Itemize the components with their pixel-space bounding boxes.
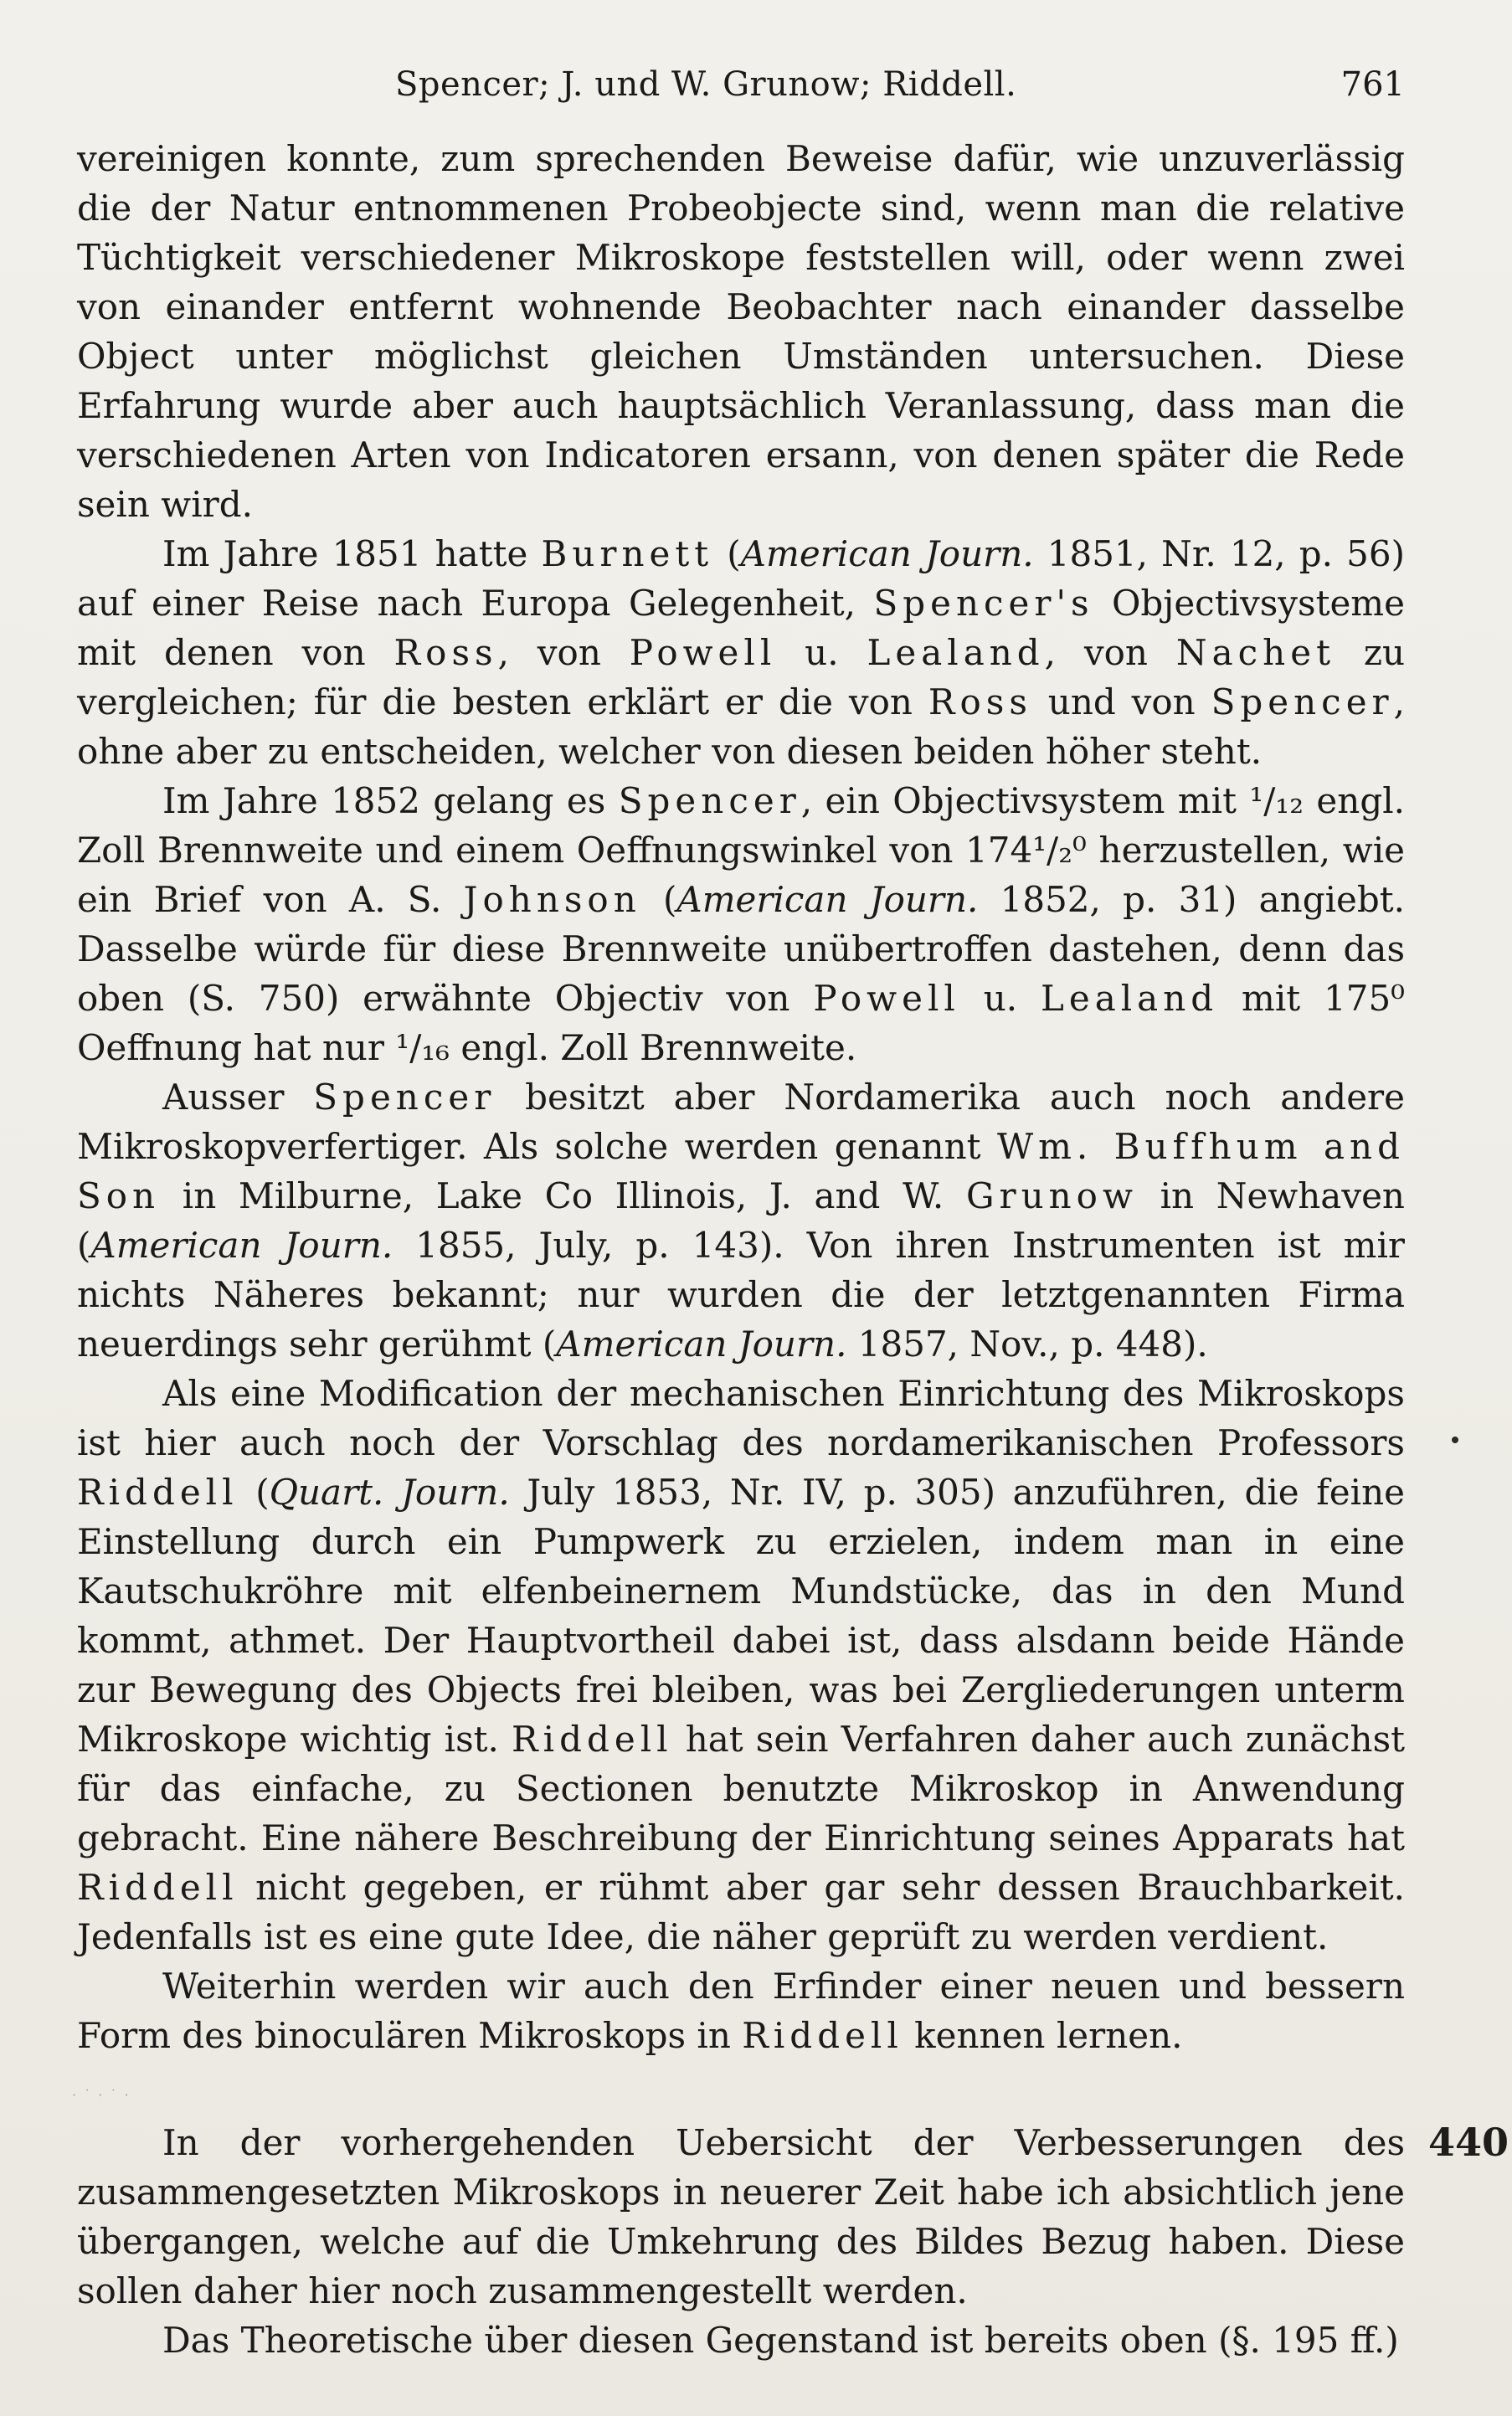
- main-text: [77, 134, 1405, 2060]
- paragraph-6: Weiterhin werden wir auch den Erfinder einer neuen und bessern Form des binoculären Mikroskops in Riddell kennen lernen.: [77, 1966, 1405, 2056]
- paragraph-5: Als eine Modification der mechanischen Einrichtung des Mikroskops ist hier auch noch der Vorschlag des nordamerikanischen Professors Riddell (Quart. Journ. July 1853, Nr. IV, p. 305) anzuführen, die feine Einstellung durch ein Pumpwerk zu erzielen, indem man in eine Kautschukröhre mit elfenbeinernem Mundstücke, das in den Mund kommt, athmet. Der Hauptvortheil dabei ist, dass alsdann beide Hände zur Bewegung des Objects frei bleiben, was bei Zergliederungen unterm Mikroskope wichtig ist. Riddell hat sein Verfahren daher auch zunächst für das einfache, zu Sectionen benutzte Mikroskop in Anwendung gebracht. Eine nähere Beschreibung der Einrichtung seines Apparats hat Riddell nicht gegeben, er rühmt aber gar sehr dessen Brauchbarkeit. Jedenfalls ist es eine gute Idee, die näher geprüft zu werden verdient.: [77, 1373, 1406, 1957]
- paragraph-2: Im Jahre 1851 hatte Burnett (American Journ. 1851, Nr. 12, p. 56) auf einer Reise nach Europa Gelegenheit, Spencer's Objectivsysteme mit denen von Ross, von Powell u. Lealand, von Nachet zu vergleichen; für die besten erklärt er die von Ross und von Spencer, ohne aber zu entscheiden, welcher von diesen beiden höher steht.: [77, 533, 1406, 772]
- page-number: 761: [1340, 65, 1405, 104]
- paragraph-4: Ausser Spencer besitzt aber Nordamerika auch noch andere Mikroskopverfertiger. Als solche werden genannt Wm. Buffhum and Son in Milburne, Lake Co Illinois, J. and W. Grunow in Newhaven (American Journ. 1855, July, p. 143). Von ihren Instrumenten ist mir nichts Näheres bekannt; nur wurden die der letztgenannten Firma neuerdings sehr gerühmt (American Journ. 1857, Nov., p. 448).: [77, 1077, 1405, 1365]
- paragraph-8: Das Theoretische über diesen Gegenstand ist bereits oben (§. 195 ff.): [162, 2320, 1399, 2361]
- journal-ref: American Journ.: [740, 533, 1034, 574]
- marginal-section-number: 440: [1428, 2120, 1509, 2165]
- section-divider: · ˙ · ˙ ·: [72, 2087, 131, 2103]
- name-burnett: Burnett: [541, 533, 714, 574]
- running-head: Spencer; J. und W. Grunow; Riddell.: [395, 65, 1017, 104]
- page-header: [77, 65, 1405, 116]
- margin-mark: [1452, 1437, 1458, 1443]
- section-440-text: [77, 2118, 1405, 2365]
- paragraph-3: Im Jahre 1852 gelang es Spencer, ein Objectivsystem mit ¹/₁₂ engl. Zoll Brennweite und einem Oeffnungswinkel von 174¹/₂⁰ herzustellen, wie ein Brief von A. S. Johnson (American Journ. 1852, p. 31) angiebt. Dasselbe würde für diese Brennweite unübertroffen dastehen, denn das oben (S. 750) erwähnte Objectiv von Powell u. Lealand mit 175⁰ Oeffnung hat nur ¹/₁₆ engl. Zoll Brennweite.: [77, 780, 1406, 1068]
- paragraph-7: In der vorhergehenden Uebersicht der Verbesserungen des zusammengesetzten Mikroskops in neuerer Zeit habe ich absichtlich jene übergangen, welche auf die Umkehrung des Bildes Bezug haben. Diese sollen daher hier noch zusammengestellt werden.: [77, 2122, 1405, 2311]
- paragraph-1: vereinigen konnte, zum sprechenden Beweise dafür, wie unzuverlässig die der Natur entnommenen Probeobjecte sind, wenn man die relative Tüchtigkeit verschiedener Mikroskope feststellen will, oder wenn zwei von einander entfernt wohnende Beobachter nach einander dasselbe Object unter möglichst gleichen Umständen untersuchen. Diese Erfahrung wurde aber auch hauptsächlich Veranlassung, dass man die verschiedenen Arten von Indicatoren ersann, von denen später die Rede sein wird.: [77, 138, 1405, 525]
